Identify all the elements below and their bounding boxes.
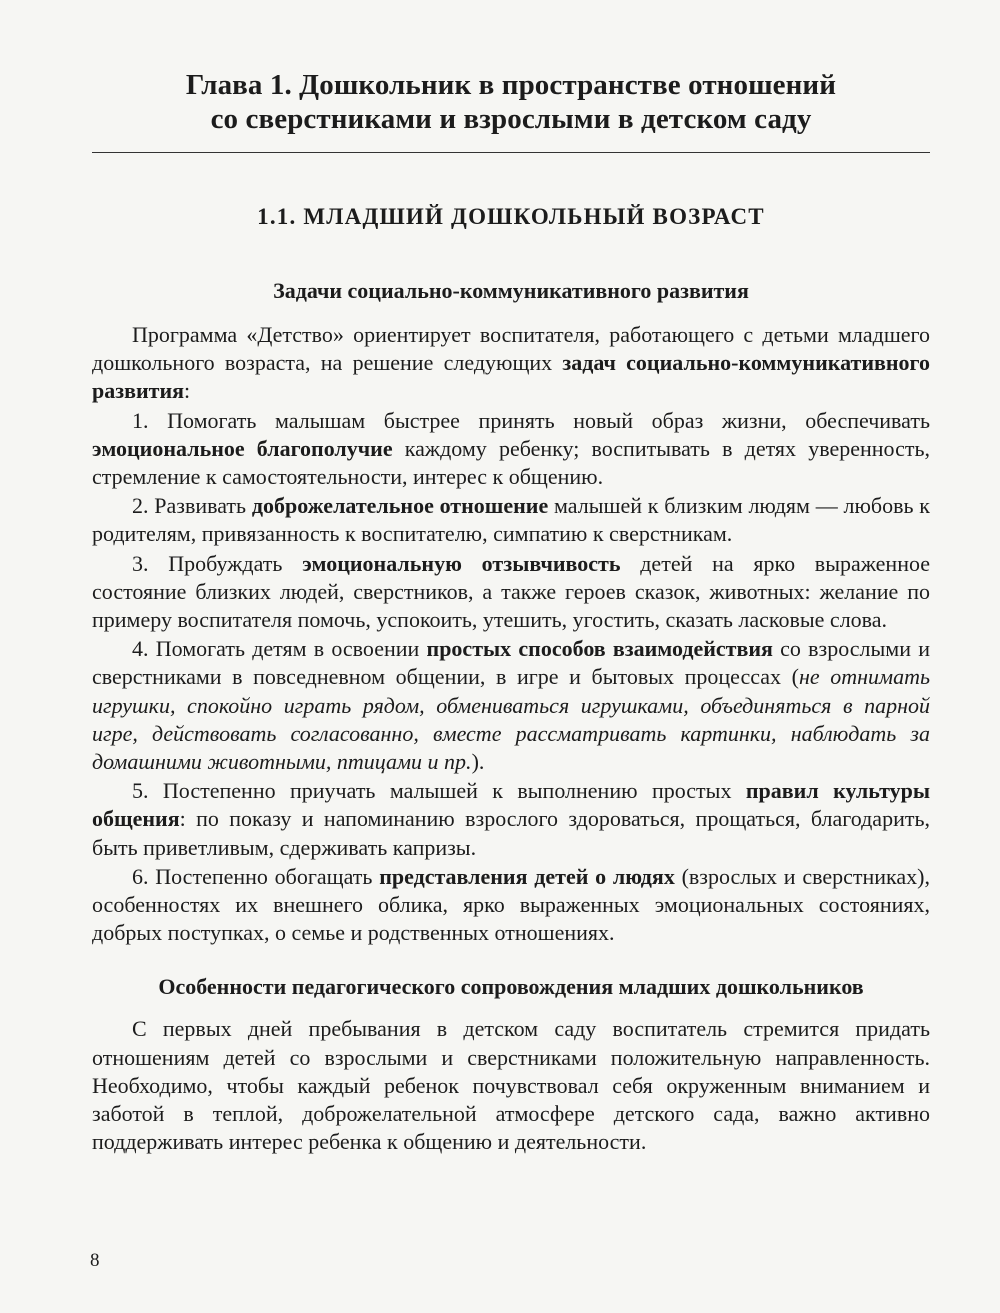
- task-end: ).: [471, 749, 485, 775]
- task-keyword: простых способов взаимодействия: [426, 636, 773, 662]
- section-title: 1.1. МЛАДШИЙ ДОШКОЛЬНЫЙ ВОЗРАСТ: [257, 204, 765, 229]
- task-keyword: эмоциональную отзывчивость: [302, 550, 621, 576]
- chapter-title: [92, 68, 930, 136]
- tasks-intro-tail: :: [184, 378, 191, 404]
- task-item-6: [92, 863, 930, 948]
- task-keyword: доброжелательное отношение: [251, 493, 549, 519]
- task-item-3: [92, 550, 930, 635]
- task-keyword: правил культуры общения: [92, 778, 930, 832]
- task-tail: со взрослыми и сверстниками в повседневном общении, в игре и бытовых процессах (: [92, 636, 931, 690]
- page-number: 8: [90, 1250, 100, 1271]
- task-lead: 5. Постепенно приучать малышей к выполнению простых: [132, 778, 746, 804]
- task-tail: малышей к близким людям — любовь к родителям, привязанность к воспитателю, симпатию к сверстникам.: [92, 493, 930, 547]
- task-item-2: [92, 492, 930, 548]
- task-lead: 6. Постепенно обогащать: [132, 863, 380, 889]
- support-heading: Особенности педагогического сопровождения младших дошкольников: [158, 974, 864, 1000]
- task-lead: 4. Помогать детям в освоении: [132, 636, 427, 662]
- task-lead: 3. Пробуждать: [132, 550, 303, 576]
- chapter-title-line-1: Глава 1. Дошкольник в пространстве отношений: [185, 69, 837, 101]
- task-examples: не отнимать игрушки, спокойно играть рядом, обмениваться игрушками, объединяться в парной игре, действовать согласованно, вместе рассматривать картинки, наблюдать за домашними животными, птицами и пр.: [92, 664, 930, 775]
- task-item-1: [92, 407, 930, 492]
- task-tail: (взрослых и сверстниках), особенностях их внешнего облика, ярко выраженных эмоциональных состояниях, добрых поступках, о семье и родственных отношениях.: [92, 863, 930, 946]
- tasks-intro-text: Программа «Детство» ориентирует воспитателя, работающего с детьми младшего дошкольного возраста, на решение следующих: [92, 322, 930, 376]
- chapter-divider: [92, 152, 930, 153]
- chapter-title-line-2: со сверстниками и взрослыми в детском саду: [210, 103, 812, 135]
- tasks-intro-paragraph: [92, 321, 930, 406]
- task-tail: : по показу и напоминанию взрослого здороваться, прощаться, благодарить, быть приветливым, сдерживать капризы.: [92, 806, 930, 860]
- task-lead: 2. Развивать: [132, 493, 252, 519]
- tasks-heading: Задачи социально-коммуникативного развития: [273, 278, 749, 303]
- task-item-4: [92, 635, 930, 776]
- task-tail: детей на ярко выраженное состояние близких людей, сверстников, а также героев сказок, животных: желание по примеру воспитателя помочь, успокоить, утешить, угостить, сказать ласковые слова.: [92, 550, 931, 633]
- task-lead: 1. Помогать малышам быстрее принять новый образ жизни, обеспечивать: [132, 407, 930, 433]
- task-item-5: [92, 777, 930, 862]
- task-tail: каждому ребенку; воспитывать в детях уверенность, стремление к самостоятельности, интерес к общению.: [92, 435, 930, 490]
- tasks-intro-bold: задач социально-коммуникативного развития: [92, 350, 930, 404]
- task-keyword: представления детей о людях: [379, 863, 675, 889]
- task-keyword: эмоциональное благополучие: [92, 435, 393, 461]
- support-paragraph: С первых дней пребывания в детском саду воспитатель стремится придать отношениям детей со взрослыми и сверстниками положительную направленность. Необходимо, чтобы каждый ребенок почувствовал себя окруженным вниманием и заботой в теплой, доброжелательной атмосфере детского сада, важно активно поддерживать интерес ребенка к общению и деятельности.: [92, 1016, 930, 1155]
